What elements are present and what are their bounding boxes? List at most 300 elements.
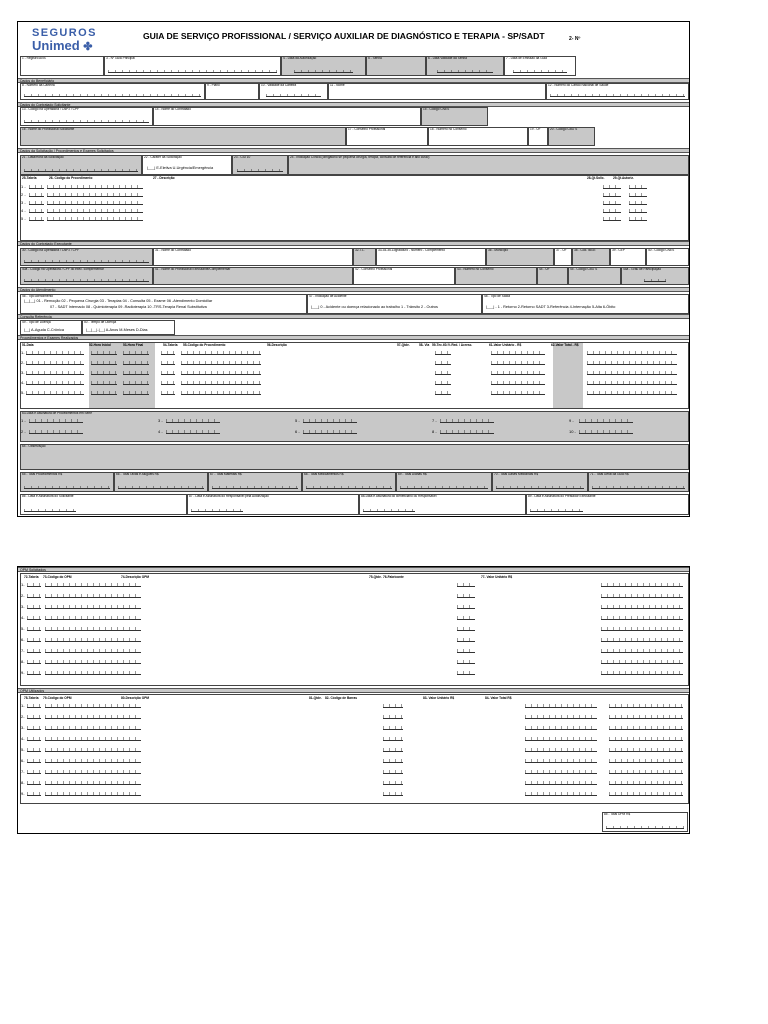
- sadt-form-page-2: [17, 566, 690, 834]
- field-registro-ans[interactable]: [20, 56, 104, 76]
- qtde-boxes: [435, 371, 451, 375]
- total-diarias-boxes: [400, 486, 488, 489]
- validade-senha-boxes: [437, 70, 493, 73]
- field-validade-senha[interactable]: [426, 56, 504, 76]
- opm-qtde-boxes: [457, 583, 475, 587]
- field-exec-conselho[interactable]: [353, 267, 455, 285]
- serie-rows: [21, 418, 688, 442]
- serie-5: 5 -: [295, 418, 300, 423]
- section-procedimentos-realizados: Procedimentos e Exames Realizados: [18, 335, 689, 340]
- opm-uti-row[interactable]: [21, 714, 688, 720]
- field-exec-cnes[interactable]: [646, 248, 689, 266]
- unimed-logo: [32, 27, 122, 57]
- label-f46: 46 - Tipo Atendimento: [22, 294, 54, 298]
- serie-2: 2 -: [21, 429, 26, 434]
- data-boxes: [26, 351, 84, 355]
- label-f22: 22 - Caráter da Solicitação: [144, 155, 182, 159]
- opmu-valor-total-boxes: [609, 737, 683, 741]
- col-tabela: 54-Tabela: [163, 343, 178, 347]
- opmu-valor-unitario-boxes: [525, 704, 597, 708]
- field-tipo-doenca[interactable]: [20, 320, 82, 335]
- opm-qtde-boxes: [457, 671, 475, 675]
- tabela-boxes: [29, 209, 44, 213]
- field-cid10[interactable]: [232, 155, 288, 175]
- opmu-tabela-boxes: [27, 792, 41, 796]
- label-f40: 40 - Código CNES: [648, 248, 675, 252]
- saida-options[interactable]: |___| - 1 - Retorno 2-Retorno SADT 3-Referência 4-Internação 5-Alta 6-Óbito: [486, 305, 616, 309]
- section-opm-utilizados: OPM Utilizados: [18, 688, 689, 693]
- field-cartao-nacional-saude[interactable]: [546, 83, 689, 100]
- valor-total-boxes: [587, 351, 677, 355]
- field-codigo-cbo[interactable]: [548, 127, 595, 146]
- row-number: 6-: [21, 758, 25, 763]
- col-opm-valor-unitario: 77- Valor Unitário R$: [481, 575, 513, 579]
- numero-carteira-boxes: [24, 94, 201, 97]
- exec-row[interactable]: [21, 390, 688, 396]
- field-carater-solicitacao[interactable]: [142, 155, 232, 175]
- opm-sol-row[interactable]: [21, 593, 688, 599]
- guide-number-label: 2- Nº: [569, 36, 581, 42]
- descricao-line: [151, 221, 591, 222]
- opmu-codigo-boxes: [45, 748, 141, 752]
- label-f17: 17 - Conselho Profissional: [348, 127, 386, 131]
- acidente-options[interactable]: |___| 0 - Acidente ou doença relacionado ao trabalho 1 - Trânsito 2 - Outros: [311, 305, 438, 309]
- total-materiais-boxes: [212, 486, 298, 489]
- opmu-descricao-line: [147, 774, 377, 775]
- col-tec: 59-Tec.: [432, 343, 443, 347]
- label-f19: 19 - UF: [530, 127, 541, 131]
- label-f86: 86 - Data e Assinatura do Solicitante: [22, 494, 74, 498]
- opm-descricao-line: [147, 653, 447, 654]
- doenca-options[interactable]: |__| A-Aguda C-Crônica: [24, 328, 64, 332]
- qtde-boxes: [435, 381, 451, 385]
- opm-descricao-line: [147, 609, 447, 610]
- serie-sign-line: [361, 423, 425, 424]
- field-procedimentos-serie: [20, 411, 689, 442]
- field-total-medicamentos[interactable]: [302, 472, 396, 492]
- label-f8: 8 - Número da Carteira: [22, 83, 55, 87]
- label-f68: 68 - Total Medicamentos R$: [304, 472, 344, 476]
- row-number: 8-: [21, 659, 25, 664]
- opm-valor-boxes: [601, 605, 683, 609]
- field-validade-carteira[interactable]: [259, 83, 328, 100]
- label-f7: 7 - Data de Emissão da Guia: [506, 56, 547, 60]
- opm-qtde-boxes: [457, 649, 475, 653]
- opmu-valor-total-boxes: [609, 726, 683, 730]
- codigo-operadora-boxes: [24, 120, 149, 123]
- label-f69: 69 - Total Diárias R$: [398, 472, 427, 476]
- opmu-valor-total-boxes: [609, 770, 683, 774]
- opm-tabela-boxes: [27, 660, 41, 664]
- cartao-nacional-boxes: [550, 94, 685, 97]
- opm-fabricante-line: [481, 631, 591, 632]
- opm-sol-row[interactable]: [21, 615, 688, 621]
- opm-uti-row[interactable]: [21, 780, 688, 786]
- validade-carteira-boxes: [266, 94, 321, 97]
- col-opmu-valor-unitario: 83- Valor Unitário R$: [423, 696, 455, 700]
- label-f16: 16 - Nome do Profissional Solicitante: [22, 127, 75, 131]
- field-observacao[interactable]: [20, 444, 689, 470]
- proc-row[interactable]: [21, 208, 688, 214]
- hora-inicial-boxes: [91, 391, 117, 395]
- field-exec-uf[interactable]: [554, 248, 572, 266]
- field-tl[interactable]: [353, 248, 376, 266]
- exec-row[interactable]: [21, 380, 688, 386]
- descricao-line: [151, 189, 591, 190]
- serie-3: 3 -: [158, 418, 163, 423]
- row-number: 4-: [21, 380, 25, 385]
- opmu-codigo-boxes: [45, 770, 141, 774]
- proc-realizados-rows: [21, 350, 688, 408]
- hora-final-boxes: [123, 351, 149, 355]
- field-profissional-solicitante[interactable]: [20, 127, 346, 146]
- field-nome-contratado[interactable]: [153, 107, 421, 126]
- label-f50: 50 - Tempo de Doença: [84, 320, 117, 324]
- field-exec-uf2[interactable]: [537, 267, 568, 285]
- opm-sol-row[interactable]: [21, 604, 688, 610]
- field-exec-cbo[interactable]: [568, 267, 621, 285]
- row-number: 9-: [21, 791, 25, 796]
- row-number: 2-: [21, 360, 25, 365]
- label-f43: 43 - Número no Conselho: [457, 267, 494, 271]
- total-geral-boxes: [592, 486, 685, 489]
- label-f21: 21 - Data/Hora da Solicitação: [22, 155, 64, 159]
- opmu-valor-total-boxes: [609, 759, 683, 763]
- opm-valor-boxes: [601, 594, 683, 598]
- label-f14: 14 - Nome do Contratado: [155, 107, 191, 111]
- tempo-options[interactable]: |__|__|-|__| A-Anos M-Meses D-Dias: [86, 328, 148, 332]
- tempo-options-text: A-Anos M-Meses D-Dias: [105, 328, 148, 332]
- field-data-autorizacao[interactable]: [281, 56, 366, 76]
- field-exec-codigo-operadora[interactable]: [20, 248, 153, 266]
- opt-sadt-internado: 07 - SADT Internado: [50, 305, 85, 309]
- opm-valor-boxes: [601, 583, 683, 587]
- label-f5: 5 - Senha: [368, 56, 382, 60]
- label-f37: 37 - UF: [556, 248, 567, 252]
- field-tipo-saida[interactable]: [482, 294, 689, 314]
- opmu-valor-unitario-boxes: [525, 715, 597, 719]
- label-f70: 70 - Total Gases Medicinais R$: [494, 472, 539, 476]
- opmu-codigo-boxes: [45, 737, 141, 741]
- proc-row[interactable]: [21, 192, 688, 198]
- field-exec-numero-conselho[interactable]: [455, 267, 537, 285]
- tipo-atendimento-options-2[interactable]: [50, 305, 207, 309]
- label-f42: 42 - Conselho Profissional: [355, 267, 393, 271]
- opmu-valor-total-boxes: [609, 748, 683, 752]
- row-number: 4 -: [21, 208, 26, 213]
- acidente-options-text: 0 - Acidente ou doença relacionado ao trabalho 1 - Trânsito 2 - Outros: [320, 305, 438, 309]
- opm-tabela-boxes: [27, 594, 41, 598]
- opm-codigo-boxes: [45, 583, 141, 587]
- label-f49: 49 - Tipo de Doença: [22, 320, 51, 324]
- field-total-procedimentos[interactable]: [20, 472, 114, 492]
- field-data-hora-solicitacao[interactable]: [20, 155, 142, 175]
- qt-autoriz-boxes: [629, 217, 647, 221]
- col-red-acresc: 60-% Red. / Acresc.: [443, 343, 473, 347]
- qt-solic-boxes: [603, 209, 621, 213]
- serie-date-boxes: [579, 419, 633, 423]
- serie-sign-line: [498, 423, 562, 424]
- opm-sol-row[interactable]: [21, 659, 688, 665]
- opm-fabricante-line: [481, 620, 591, 621]
- tabela-boxes: [161, 381, 175, 385]
- row-number: 7-: [21, 648, 25, 653]
- col-opmu-valor-total: 84- Valor Total R$: [485, 696, 512, 700]
- field-codigo-cnes[interactable]: [421, 107, 488, 126]
- opm-tabela-boxes: [27, 616, 41, 620]
- opm-tabela-boxes: [27, 627, 41, 631]
- opm-descricao-line: [147, 675, 447, 676]
- opm-valor-boxes: [601, 627, 683, 631]
- opmu-descricao-line: [147, 763, 377, 764]
- label-f45: 45 - Código CBO S: [570, 267, 598, 271]
- exec-row[interactable]: [21, 370, 688, 376]
- opmu-qtde-boxes: [383, 748, 403, 752]
- valor-unitario-boxes: [491, 381, 545, 385]
- field-assinatura-beneficiario[interactable]: [359, 494, 526, 515]
- row-number: 9-: [21, 670, 25, 675]
- serie-sign-line: [498, 434, 562, 435]
- row-number: 5 -: [21, 216, 26, 221]
- proc-row[interactable]: [21, 216, 688, 222]
- hora-final-boxes: [123, 391, 149, 395]
- opmu-codigo-barras-line: [409, 730, 519, 731]
- label-f15: 15 - Código CNES: [423, 107, 450, 111]
- field-assinatura-solicitante[interactable]: [20, 494, 187, 515]
- field-guia-principal[interactable]: [104, 56, 281, 76]
- col-data: 51-Data: [22, 343, 34, 347]
- opmu-codigo-barras-line: [409, 719, 519, 720]
- qt-autoriz-boxes: [629, 209, 647, 213]
- col-hora-inicial: 52-Hora Inicial: [89, 343, 111, 347]
- exec-row[interactable]: [21, 350, 688, 356]
- field-cod-ibge[interactable]: [572, 248, 610, 266]
- tipo-atendimento-options-1[interactable]: |__|__| 01 - Remoção 02 - Pequena Cirurgia 03 - Terapias 04 - Consulta 05 - Exame 06 -Atendimento Domiciliar: [24, 299, 213, 303]
- col-qt-solic: 28-Qt.Solic.: [587, 176, 605, 180]
- col-opm-fabricante: 76-Fabricante: [383, 575, 404, 579]
- opm-uti-row[interactable]: [21, 725, 688, 731]
- qt-solic-boxes: [603, 185, 621, 189]
- assinatura-prestador-date: [530, 509, 583, 512]
- opm-valor-boxes: [601, 660, 683, 664]
- proc-row[interactable]: [21, 200, 688, 206]
- assinatura-autorizacao-date: [191, 509, 243, 512]
- hora-inicial-boxes: [91, 351, 117, 355]
- proc-row[interactable]: [21, 184, 688, 190]
- field-indicacao-acidente[interactable]: [307, 294, 482, 314]
- opm-descricao-line: [147, 642, 447, 643]
- label-f20: 20 - Código CBO S: [550, 127, 578, 131]
- opm-tabela-boxes: [27, 649, 41, 653]
- opm-sol-row[interactable]: [21, 626, 688, 632]
- field-tempo-doenca[interactable]: [82, 320, 175, 335]
- tabela-boxes: [29, 201, 44, 205]
- field-numero-carteira[interactable]: [20, 83, 205, 100]
- sadt-form-page-1: [17, 21, 690, 517]
- opmu-codigo-boxes: [45, 792, 141, 796]
- opmu-valor-unitario-boxes: [525, 759, 597, 763]
- label-f41: 41 - Nome do Profissional Executante/Complementar: [155, 267, 231, 271]
- label-f31: 31 - Nome do Contratado: [155, 248, 191, 252]
- opm-codigo-boxes: [45, 605, 141, 609]
- serie-date-boxes: [303, 430, 357, 434]
- valor-total-boxes: [587, 391, 677, 395]
- label-f38: 38 - Cód. IBGE: [574, 248, 596, 252]
- codigo-boxes: [47, 193, 143, 197]
- col-opmu-codigo-barras: 82- Código de Barras: [325, 696, 358, 700]
- opm-codigo-boxes: [45, 638, 141, 642]
- field-exec-nome-contratado[interactable]: [153, 248, 353, 266]
- opm-uti-row[interactable]: [21, 769, 688, 775]
- serie-sign-line: [87, 434, 151, 435]
- descricao-line: [267, 365, 433, 366]
- opm-uti-row[interactable]: [21, 747, 688, 753]
- opt-exame: 05 - Exame: [146, 299, 166, 303]
- descricao-line: [151, 197, 591, 198]
- row-number: 1 -: [21, 184, 26, 189]
- row-number: 3-: [21, 604, 25, 609]
- row-number: 5-: [21, 747, 25, 752]
- opm-descricao-line: [147, 664, 447, 665]
- label-f88: 88-Data e Assinatura do Beneficiário ou Responsável: [361, 494, 437, 498]
- field-senha[interactable]: [366, 56, 426, 76]
- opmu-qtde-boxes: [383, 737, 403, 741]
- descricao-line: [267, 355, 433, 356]
- row-number: 2-: [21, 714, 25, 719]
- opmu-codigo-boxes: [45, 781, 141, 785]
- serie-sign-line: [224, 434, 288, 435]
- descricao-line: [151, 213, 591, 214]
- label-f3: 3 - Nº Guia Principal: [106, 56, 135, 60]
- opmu-descricao-line: [147, 719, 377, 720]
- descricao-line: [267, 395, 433, 396]
- field-total-materiais[interactable]: [208, 472, 302, 492]
- opm-descricao-line: [147, 587, 447, 588]
- opm-uti-row[interactable]: [21, 703, 688, 709]
- field-indicacao-clinica[interactable]: [288, 155, 689, 175]
- opm-valor-boxes: [601, 649, 683, 653]
- field-municipio[interactable]: [486, 248, 554, 266]
- opt-radioterapia: 09 -Radioterapia: [118, 305, 147, 309]
- opm-fabricante-line: [481, 598, 591, 599]
- label-f67: 67 - Total Materiais R$: [210, 472, 242, 476]
- opmu-tabela-boxes: [27, 726, 41, 730]
- opm-sol-row[interactable]: [21, 582, 688, 588]
- field-logradouro[interactable]: [376, 248, 486, 266]
- opm-sol-row[interactable]: [21, 637, 688, 643]
- table-opm-utilizados: [20, 694, 689, 804]
- opmu-codigo-barras-line: [409, 796, 519, 797]
- field-uf[interactable]: [528, 127, 548, 146]
- label-f24: 24 - Indicação Clínica (obrigatório se pequena cirurgia, terapia, consulta de referência e alto custo): [290, 155, 430, 159]
- row-number: 3 -: [21, 200, 26, 205]
- field-total-taxas[interactable]: [114, 472, 208, 492]
- logo-top-text: SEGUROS: [32, 27, 97, 39]
- serie-sign-line: [637, 423, 685, 424]
- exec-row[interactable]: [21, 360, 688, 366]
- field-codigo-operadora[interactable]: [20, 107, 153, 126]
- opm-tabela-boxes: [27, 638, 41, 642]
- serie-row[interactable]: [21, 429, 688, 435]
- opm-descricao-line: [147, 598, 447, 599]
- opm-sol-row[interactable]: [21, 648, 688, 654]
- field-data-emissao[interactable]: [504, 56, 576, 76]
- opmu-qtde-boxes: [383, 726, 403, 730]
- label-f36: 36 - Município: [488, 248, 509, 252]
- label-f12: 12 - Número do Cartão Nacional de Saúde: [548, 83, 609, 87]
- field-exec-profissional-nome[interactable]: [153, 267, 353, 285]
- serie-date-boxes: [303, 419, 357, 423]
- opt-quimioterapia: 08 - Quimioterapia: [85, 305, 118, 309]
- opmu-descricao-line: [147, 708, 377, 709]
- section-contratado-solicitante: Dados do Contratado Solicitante: [18, 102, 689, 107]
- row-number: 3-: [21, 725, 25, 730]
- serie-date-boxes: [440, 430, 494, 434]
- field-total-geral[interactable]: [588, 472, 689, 492]
- table-procedimentos-solicitados: [20, 175, 689, 241]
- opm-uti-row[interactable]: [21, 791, 688, 797]
- serie-6: 6 -: [295, 429, 300, 434]
- field-assinatura-autorizacao[interactable]: [187, 494, 359, 515]
- col-opmu-codigo: 79-Código do OPM: [43, 696, 72, 700]
- field-tipo-atendimento[interactable]: [20, 294, 307, 314]
- opm-uti-row[interactable]: [21, 758, 688, 764]
- hora-final-boxes: [123, 381, 149, 385]
- serie-row[interactable]: [21, 418, 688, 424]
- field-cep[interactable]: [610, 248, 646, 266]
- row-number: 1-: [21, 350, 25, 355]
- opm-valor-boxes: [601, 638, 683, 642]
- opmu-qtde-boxes: [383, 715, 403, 719]
- opm-qtde-boxes: [457, 616, 475, 620]
- label-total-opm: 85 - Total OPM R$: [604, 812, 631, 816]
- opmu-valor-total-boxes: [609, 704, 683, 708]
- codigo-boxes: [181, 351, 261, 355]
- field-numero-conselho[interactable]: [428, 127, 528, 146]
- field-total-gases[interactable]: [492, 472, 588, 492]
- serie-8: 8 -: [432, 429, 437, 434]
- data-boxes: [26, 381, 84, 385]
- opmu-descricao-line: [147, 785, 377, 786]
- field-plano[interactable]: [205, 83, 259, 100]
- field-assinatura-prestador[interactable]: [526, 494, 689, 515]
- opmu-valor-unitario-boxes: [525, 770, 597, 774]
- opm-uti-row[interactable]: [21, 736, 688, 742]
- field-exec-complementar-codigo[interactable]: [20, 267, 153, 285]
- field-grau-participacao[interactable]: [621, 267, 689, 285]
- label-f30: 30 - Código na Operadora / CNPJ / CPF: [22, 248, 80, 252]
- field-total-diarias[interactable]: [396, 472, 492, 492]
- opm-uti-rows: [21, 703, 688, 803]
- opmu-valor-total-boxes: [609, 781, 683, 785]
- field-conselho-profissional[interactable]: [346, 127, 428, 146]
- label-f18: 18 - Número no Conselho: [430, 127, 467, 131]
- label-f4: 4 - Data da Autorização: [283, 56, 317, 60]
- label-f23: 23 - CID 10: [234, 155, 251, 159]
- col-descricao: 56-Descrição: [267, 343, 287, 347]
- carater-options[interactable]: |___| E-Eletiva U-Urgência/Emergência: [147, 166, 214, 170]
- qtde-boxes: [435, 361, 451, 365]
- opmu-tabela-boxes: [27, 715, 41, 719]
- assinatura-beneficiario-date: [363, 509, 415, 512]
- valor-unitario-boxes: [491, 361, 545, 365]
- opm-sol-row[interactable]: [21, 670, 688, 676]
- field-nome-beneficiario[interactable]: [328, 83, 546, 100]
- option-urgencia: U-Urgência/Emergência: [172, 166, 214, 170]
- field-total-opm[interactable]: [602, 812, 688, 832]
- row-number: 2-: [21, 593, 25, 598]
- col-hora-final: 53-Hora Final: [123, 343, 144, 347]
